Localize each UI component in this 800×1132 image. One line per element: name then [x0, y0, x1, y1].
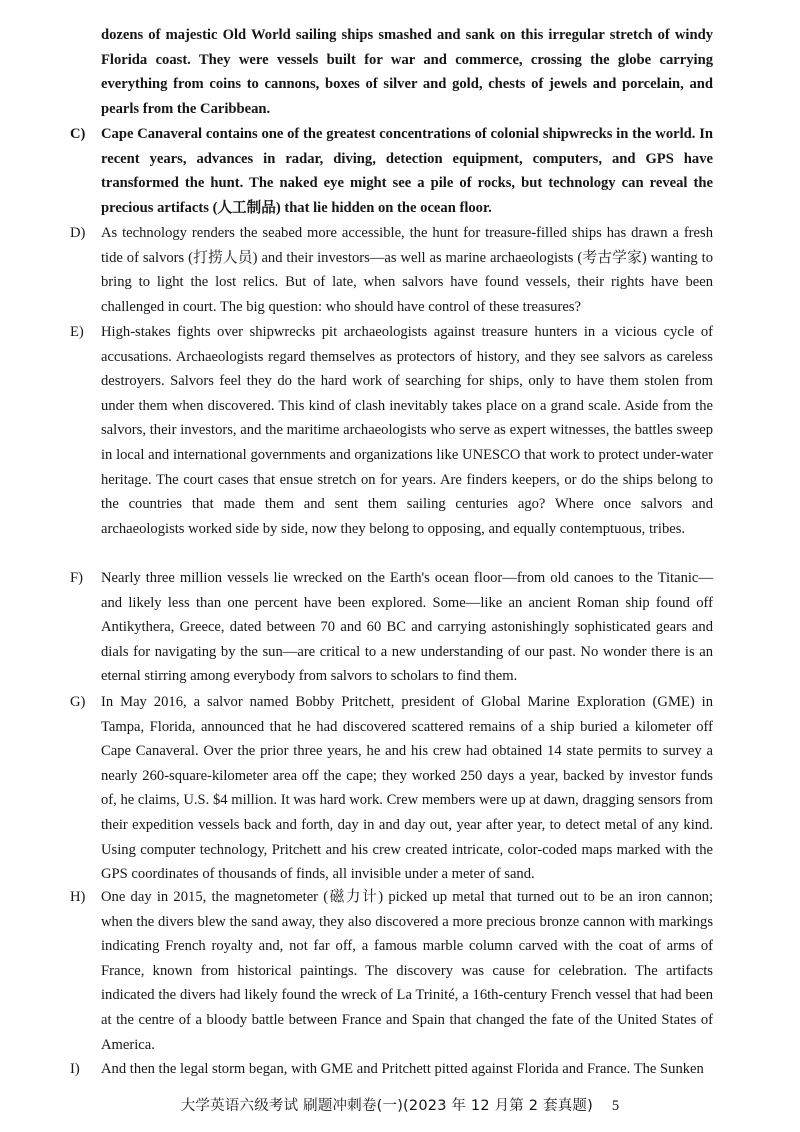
paragraph-text: One day in 2015, the magnetometer (磁力计) picked up metal that turned out to be an iron cannon; when the divers blew the sand away, they also discovered a more precious bronze cannon with markings indicating French royalty and, not far off, a famous marble column carved with the coat of arms of France, known from historical paintings. The discovery was cause for celebration. The artifacts indicated the divers had likely found the wreck of La Trinité, a 16th-century French vessel that had been at the centre of a bloody battle between France and Spain that changed the fate of the United States of America. — [101, 889, 713, 1053]
paragraph-label: C) — [70, 126, 86, 142]
paragraph-g — [70, 690, 713, 887]
page-number: 5 — [611, 1098, 620, 1114]
paragraph-label: D) — [70, 225, 86, 241]
paragraph-h — [70, 885, 713, 1057]
paragraph-text: dozens of majestic Old World sailing ships smashed and sank on this irregular stretch of windy Florida coast. They were vessels built for war and commerce, crossing the globe carrying everything from coins to cannons, boxes of silver and gold, chests of jewels and porcelain, and pearls from the Caribbean. — [101, 27, 713, 117]
paragraph-text: High-stakes fights over shipwrecks pit archaeologists against treasure hunters in a vicious cycle of accusations. Archaeologists regard themselves as protectors of history, and they see salvors as careless destroyers. Salvors feel they do the hard work of searching for ships, only to have them stolen from under them when discovered. This kind of clash inevitably takes place on a grand scale. Aside from the salvors, their investors, and the maritime archaeologists who serve as expert witnesses, the battles sweep in local and international governments and organizations like UNESCO that work to protect under-water heritage. The court cases that ensue stretch on for years. Are finders keepers, or do the ships belong to the countries that made them and sent them sailing centuries ago? Where once salvors and archaeologists worked side by side, now they belong to opposing, and equally contemptuous, tribes. — [101, 324, 713, 537]
paragraph-label: E) — [70, 324, 84, 340]
paragraph-i — [70, 1057, 713, 1082]
paragraph-text: Cape Canaveral contains one of the greatest concentrations of colonial shipwrecks in the world. In recent years, advances in radar, diving, detection equipment, computers, and GPS have transformed the hunt. The naked eye might see a pile of rocks, but technology can reveal the precious artifacts (人工制品) that lie hidden on the ocean floor. — [101, 126, 713, 216]
paragraph-text: Nearly three million vessels lie wrecked on the Earth's ocean floor—from old canoes to the Titanic—and likely less than one percent have been explored. Some—like an ancient Roman ship found off Antikythera, Greece, dated between 70 and 60 BC and carrying astonishingly sophisticated gears and dials for navigating by the sun—are critical to a new understanding of our past. No wonder there is an eternal stirring among everybody from salvors to scholars to find them. — [101, 570, 713, 685]
paragraph-text: In May 2016, a salvor named Bobby Pritchett, president of Global Marine Exploration (GME) in Tampa, Florida, announced that he had discovered scattered remains of a ship buried a kilometer off Cape Canaveral. Over the prior three years, he and his crew had obtained 14 state permits to survey a nearly 260-square-kilometer area off the cape; they worked 250 days a year, backed by investor funds of, he claims, U.S. $4 million. It was hard work. Crew members were up at dawn, dragging sensors from their expedition vessels back and forth, day in and day out, year after year, to detect metal of any kind. Using computer technology, Pritchett and his crew created intricate, color-coded maps marked with the GPS coordinates of thousands of finds, all invisible under a meter of sand. — [101, 694, 713, 883]
paragraph-text: As technology renders the seabed more accessible, the hunt for treasure-filled ships has drawn a fresh tide of salvors (打捞人员) and their investors—as well as marine archaeologists (考古学家) wanting to bring to light the lost relics. But of late, when salvors have found vessels, their rights have been challenged in court. The big question: who should have control of these treasures? — [101, 225, 713, 315]
paragraph-label: G) — [70, 694, 86, 710]
footer-title: 大学英语六级考试 刷题冲刺卷(一)(2023 年 12 月第 2 套真题) — [180, 1098, 593, 1114]
paragraph-c — [70, 122, 713, 220]
paragraph-text: And then the legal storm began, with GME and Pritchett pitted against Florida and France. The Sunken — [101, 1061, 704, 1077]
paragraph-d — [70, 221, 713, 319]
paragraph-f — [70, 566, 713, 689]
paragraph-label: I) — [70, 1061, 80, 1077]
paragraph-b-continuation — [101, 23, 713, 121]
paragraph-label: F) — [70, 570, 83, 586]
paragraph-e — [70, 320, 713, 541]
paragraph-label: H) — [70, 889, 86, 905]
page-footer — [0, 1094, 800, 1115]
